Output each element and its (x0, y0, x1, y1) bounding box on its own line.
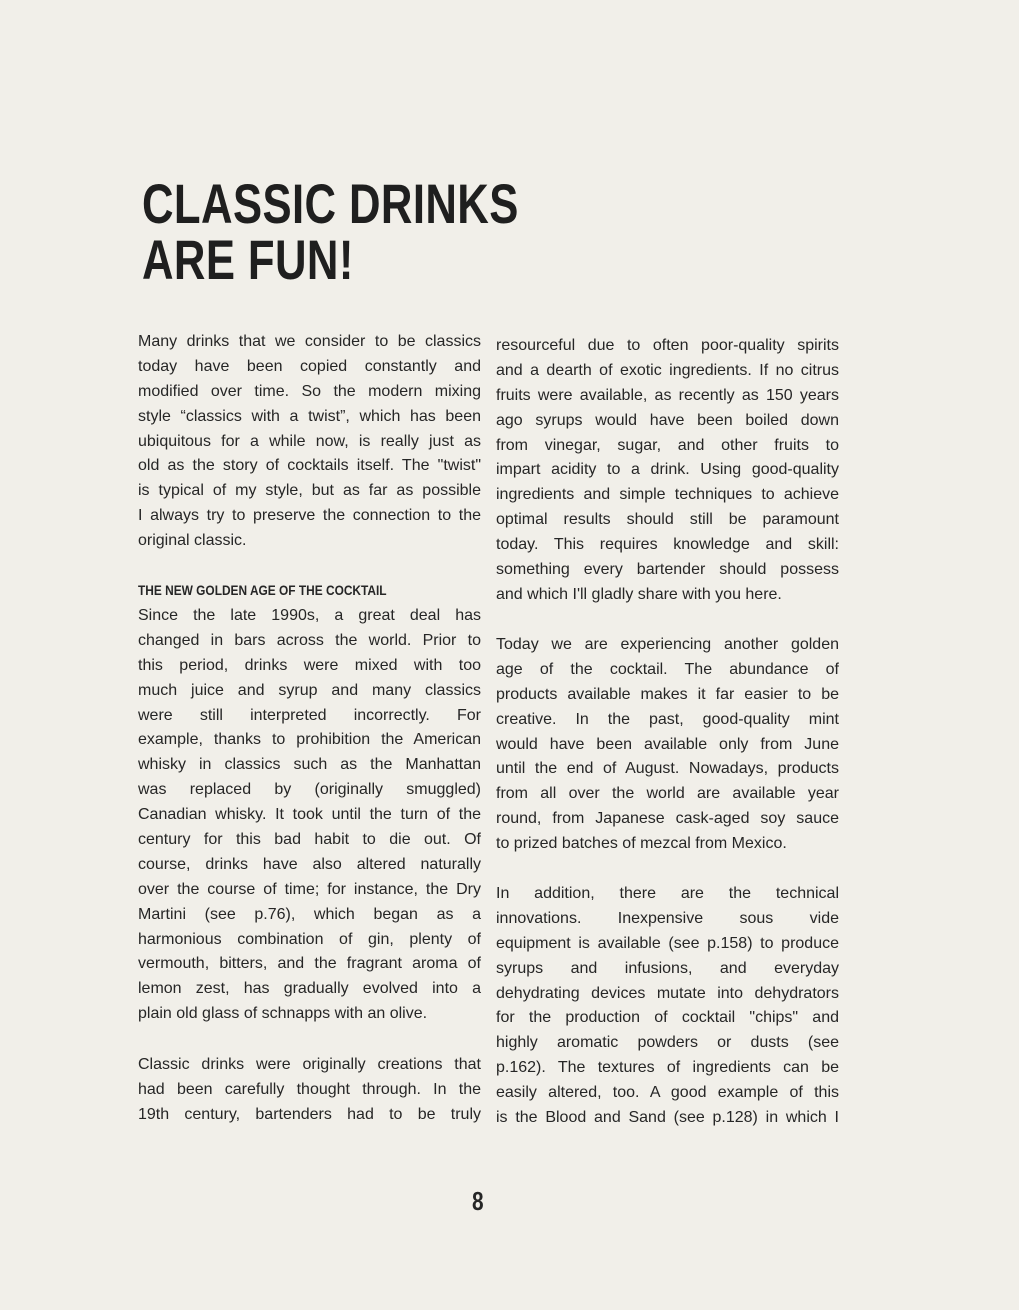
text-line: optimal results should still be paramount (496, 511, 839, 529)
text-line: course, drinks have also altered naturally (138, 855, 481, 873)
text-line: changed in bars across the world. Prior to (138, 631, 481, 649)
text-line: In addition, there are the technical (496, 885, 839, 902)
text-line: modified over time. So the modern mixing (138, 382, 481, 400)
text-line: from all over the world are available year (496, 785, 839, 803)
page-number: 8 (472, 1186, 484, 1216)
paragraph (496, 334, 839, 608)
text-line: example, thanks to prohibition the American (138, 731, 481, 749)
text-line: to prized batches of mezcal from Mexico. (496, 835, 787, 853)
text-line: 19th century, bartenders had to be truly (138, 1105, 481, 1123)
text-line: Many drinks that we consider to be classics (138, 333, 481, 350)
text-line: would have been available only from June (496, 735, 839, 753)
text-line: Canadian whisky. It took until the turn of the (138, 806, 481, 824)
text-line: something every bartender should possess (496, 561, 839, 579)
text-line: and a dearth of exotic ingredients. If no citrus (496, 361, 839, 379)
text-line: Since the late 1990s, a great deal has (138, 607, 481, 624)
text-line: lemon zest, has gradually evolved into a (138, 980, 481, 998)
text-line: today. This requires knowledge and skill: (496, 536, 839, 554)
text-line: resourceful due to often poor-quality spirits (496, 337, 839, 354)
text-line: ago syrups would have been boiled down (496, 411, 839, 429)
text-line: this period, drinks were mixed with too (138, 656, 481, 674)
text-line: dehydrating devices mutate into dehydrators (496, 984, 839, 1002)
text-line: was replaced by (originally smuggled) (138, 781, 481, 799)
text-line: were still interpreted incorrectly. For (138, 706, 481, 724)
paragraph (496, 633, 839, 857)
page-title (142, 172, 519, 291)
text-line: Classic drinks were originally creations that (138, 1056, 481, 1073)
text-line: Martini (see p.76), which began as a (138, 905, 481, 923)
text-line: plain old glass of schnapps with an olive. (138, 1005, 428, 1023)
text-line: fruits were available, as recently as 150 years (496, 386, 839, 404)
text-line: round, from Japanese cask-aged soy sauce (496, 810, 839, 828)
text-line: and which I'll gladly share with you here. (496, 585, 782, 603)
text-line: ubiquitous for a while now, is really just as (138, 432, 481, 450)
text-line: is the Blood and Sand (see p.128) in which I (496, 1109, 839, 1127)
text-line: impart acidity to a drink. Using good-quality (496, 461, 839, 479)
text-line: until the end of August. Nowadays, products (496, 760, 839, 778)
text-line: creative. In the past, good-quality mint (496, 710, 839, 728)
text-line: harmonious combination of gin, plenty of (138, 930, 481, 948)
text-line: innovations. Inexpensive sous vide (496, 909, 839, 927)
text-line: ingredients and simple techniques to achieve (496, 486, 839, 504)
text-line: age of the cocktail. The abundance of (496, 660, 839, 678)
text-line: had been carefully thought through. In the (138, 1080, 481, 1098)
title-line: ARE FUN! (142, 228, 354, 291)
paragraph (496, 882, 839, 1131)
text-line: for the production of cocktail "chips" and (496, 1009, 839, 1027)
text-line: equipment is available (see p.158) to produce (496, 934, 839, 952)
section-heading: THE NEW GOLDEN AGE OF THE COCKTAIL (138, 582, 387, 598)
text-line: century for this bad habit to die out. Of (138, 831, 481, 849)
paragraph (138, 604, 481, 1027)
paragraph (138, 330, 481, 554)
text-line: much juice and syrup and many classics (138, 681, 481, 699)
text-line: original classic. (138, 532, 247, 550)
text-line: I always try to preserve the connection to the (138, 507, 481, 525)
text-line: highly aromatic powders or dusts (see (496, 1034, 839, 1052)
text-line: over the course of time; for instance, the Dry (138, 880, 481, 898)
text-line: vermouth, bitters, and the fragrant aroma of (138, 955, 481, 973)
text-line: whisky in classics such as the Manhattan (138, 756, 481, 774)
paragraph (138, 1053, 481, 1128)
text-line: today have been copied constantly and (138, 357, 481, 375)
text-line: easily altered, too. A good example of this (496, 1084, 839, 1102)
text-line: p.162). The textures of ingredients can be (496, 1059, 839, 1077)
text-line: old as the story of cocktails itself. The "twist" (138, 457, 481, 475)
text-line: products available makes it far easier to be (496, 685, 839, 703)
text-line: syrups and infusions, and everyday (496, 959, 839, 977)
text-line: style “classics with a twist”, which has been (138, 407, 481, 425)
text-line: Today we are experiencing another golden (496, 636, 839, 653)
title-line: CLASSIC DRINKS (142, 172, 519, 235)
text-line: from vinegar, sugar, and other fruits to (496, 436, 839, 454)
text-line: is typical of my style, but as far as possible (138, 482, 481, 500)
